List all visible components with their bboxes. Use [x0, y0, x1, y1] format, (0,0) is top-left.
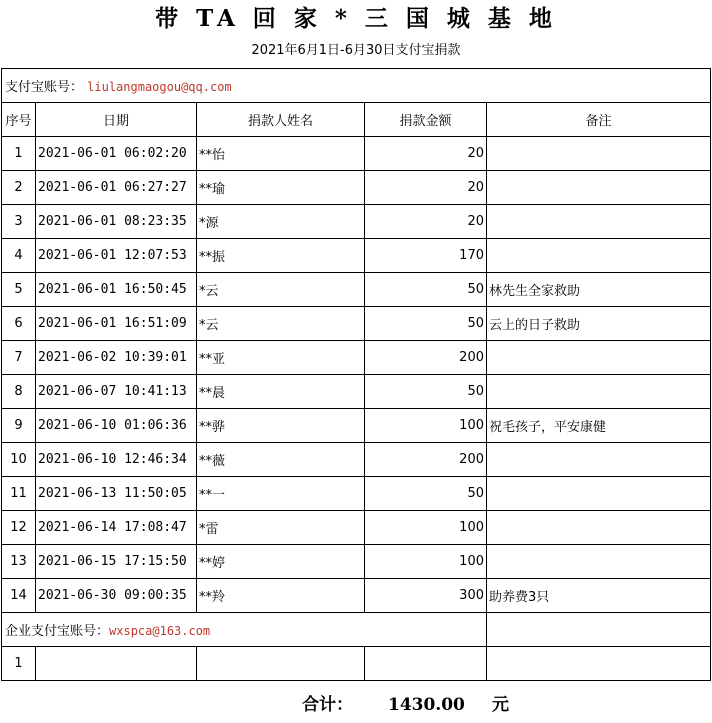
table-header-row — [2, 103, 711, 137]
cell-amount: 300 — [365, 579, 487, 613]
cell-amount: 20 — [365, 137, 487, 171]
table-row — [2, 205, 711, 239]
cell-date: 2021-06-01 06:27:27 — [36, 171, 197, 205]
cell-donor-name: *源 — [197, 205, 365, 239]
table-row — [2, 307, 711, 341]
donation-table — [1, 68, 711, 681]
cell-date: 2021-06-10 01:06:36 — [36, 409, 197, 443]
table-row — [2, 273, 711, 307]
cell-donor-name: **亚 — [197, 341, 365, 375]
total-label: 合计： — [302, 695, 353, 715]
cell-index: 2 — [2, 171, 36, 205]
cell-donor-name — [197, 647, 365, 681]
cell-date: 2021-06-07 10:41:13 — [36, 375, 197, 409]
header-note: 备注 — [487, 103, 711, 137]
cell-note — [487, 239, 711, 273]
cell-index: 1 — [2, 647, 36, 681]
cell-donor-name: **薇 — [197, 443, 365, 477]
cell-amount: 50 — [365, 375, 487, 409]
cell-amount: 100 — [365, 409, 487, 443]
total-row — [0, 693, 712, 717]
table-row — [2, 341, 711, 375]
enterprise-account-note-cell — [487, 613, 711, 647]
alipay-account-email[interactable]: liulangmaogou@qq.com — [87, 80, 232, 94]
cell-index: 5 — [2, 273, 36, 307]
page-subtitle: 2021年6月1日-6月30日支付宝捐款 — [251, 43, 461, 58]
cell-donor-name: **一 — [197, 477, 365, 511]
cell-amount: 20 — [365, 171, 487, 205]
header-name: 捐款人姓名 — [197, 103, 365, 137]
cell-donor-name: *雷 — [197, 511, 365, 545]
alipay-account-cell — [2, 69, 711, 103]
cell-date: 2021-06-01 16:51:09 — [36, 307, 197, 341]
cell-index: 10 — [2, 443, 36, 477]
table-row — [2, 511, 711, 545]
cell-amount: 170 — [365, 239, 487, 273]
table-row — [2, 375, 711, 409]
cell-index: 14 — [2, 579, 36, 613]
cell-note — [487, 545, 711, 579]
cell-amount: 20 — [365, 205, 487, 239]
cell-index: 4 — [2, 239, 36, 273]
header-index: 序号 — [2, 103, 36, 137]
cell-donor-name: **振 — [197, 239, 365, 273]
cell-note — [487, 511, 711, 545]
cell-date: 2021-06-13 11:50:05 — [36, 477, 197, 511]
table-row — [2, 171, 711, 205]
header-amount: 捐款金额 — [365, 103, 487, 137]
cell-index: 8 — [2, 375, 36, 409]
cell-date: 2021-06-10 12:46:34 — [36, 443, 197, 477]
cell-note — [487, 375, 711, 409]
cell-note — [487, 341, 711, 375]
cell-note: 林先生全家救助 — [487, 273, 711, 307]
cell-date: 2021-06-02 10:39:01 — [36, 341, 197, 375]
cell-amount — [365, 647, 487, 681]
cell-amount: 100 — [365, 511, 487, 545]
enterprise-account-label: 企业支付宝账号： — [5, 624, 110, 639]
enterprise-account-row — [2, 613, 711, 647]
cell-donor-name: **骅 — [197, 409, 365, 443]
cell-date: 2021-06-01 08:23:35 — [36, 205, 197, 239]
cell-amount: 50 — [365, 273, 487, 307]
cell-amount: 100 — [365, 545, 487, 579]
cell-donor-name: *云 — [197, 307, 365, 341]
cell-note: 助养费3只 — [487, 579, 711, 613]
alipay-account-label: 支付宝账号： — [5, 80, 84, 95]
cell-note — [487, 647, 711, 681]
cell-donor-name: **羚 — [197, 579, 365, 613]
cell-donor-name: **晨 — [197, 375, 365, 409]
cell-date: 2021-06-14 17:08:47 — [36, 511, 197, 545]
page-title: 带 TA 回 家 * 三 国 城 基 地 — [155, 5, 557, 32]
alipay-account-row — [2, 69, 711, 103]
cell-date: 2021-06-01 12:07:53 — [36, 239, 197, 273]
cell-amount: 50 — [365, 477, 487, 511]
cell-note — [487, 205, 711, 239]
cell-index: 11 — [2, 477, 36, 511]
table-row — [2, 545, 711, 579]
cell-date: 2021-06-01 06:02:20 — [36, 137, 197, 171]
cell-note: 祝毛孩子，平安康健 — [487, 409, 711, 443]
cell-donor-name: **婷 — [197, 545, 365, 579]
cell-donor-name: **瑜 — [197, 171, 365, 205]
table-row — [2, 579, 711, 613]
cell-index: 12 — [2, 511, 36, 545]
cell-date — [36, 647, 197, 681]
header-date: 日期 — [36, 103, 197, 137]
cell-amount: 200 — [365, 443, 487, 477]
cell-note — [487, 171, 711, 205]
cell-donor-name: *云 — [197, 273, 365, 307]
cell-date: 2021-06-15 17:15:50 — [36, 545, 197, 579]
cell-index: 9 — [2, 409, 36, 443]
table-row — [2, 477, 711, 511]
cell-note — [487, 443, 711, 477]
cell-amount: 50 — [365, 307, 487, 341]
cell-index: 13 — [2, 545, 36, 579]
enterprise-table-row — [2, 647, 711, 681]
cell-amount: 200 — [365, 341, 487, 375]
total-unit: 元 — [492, 695, 509, 715]
table-row — [2, 409, 711, 443]
table-row — [2, 239, 711, 273]
total-value: 1430.00 — [388, 695, 465, 715]
cell-index: 7 — [2, 341, 36, 375]
cell-date: 2021-06-01 16:50:45 — [36, 273, 197, 307]
cell-index: 1 — [2, 137, 36, 171]
enterprise-account-cell — [2, 613, 487, 647]
enterprise-account-email[interactable]: wxspca@163.com — [109, 624, 211, 638]
cell-index: 6 — [2, 307, 36, 341]
table-row — [2, 443, 711, 477]
cell-note: 云上的日子救助 — [487, 307, 711, 341]
cell-date: 2021-06-30 09:00:35 — [36, 579, 197, 613]
cell-note — [487, 477, 711, 511]
cell-note — [487, 137, 711, 171]
cell-index: 3 — [2, 205, 36, 239]
cell-donor-name: **怡 — [197, 137, 365, 171]
table-row — [2, 137, 711, 171]
